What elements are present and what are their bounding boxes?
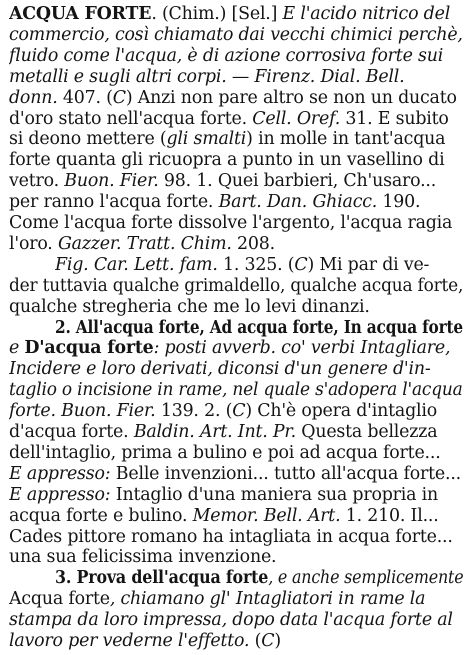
italic-text: taglio o incisione in rame, nel quale s'adopera l'acqua [9, 380, 463, 401]
entry-line [9, 275, 463, 297]
body-text: ) Anzi non pare altro se non un ducato [125, 87, 457, 108]
body-text: si deono mettere ( [9, 129, 167, 150]
body-text: 31. E subito [340, 108, 449, 129]
entry-line [9, 337, 463, 359]
headword-text: 3. Prova dell'acqua forte [55, 568, 269, 589]
italic-text: C [112, 87, 126, 108]
italic-text: commercio, così chiamato dai vecchi chimici perchè, [9, 24, 463, 45]
italic-text: metalli e sugli altri corpi. — Firenz. Dial. Bell. [9, 66, 405, 87]
italic-text: e [9, 338, 25, 359]
entry-line [9, 212, 463, 234]
entry-line [55, 254, 463, 276]
entry-line [55, 567, 463, 589]
entry-line [9, 149, 463, 171]
body-text: Cades pittore romano ha intagliata in acqua forte... [9, 526, 453, 547]
body-text: 190. [377, 192, 421, 213]
body-text: ) Mi par di ve- [307, 254, 430, 275]
body-text: d'acqua forte. [9, 422, 134, 442]
body-text: ( [249, 631, 262, 651]
body-text: 1. 210. Il... [340, 505, 439, 526]
body-text: l'oro. [9, 233, 58, 254]
italic-text: C [261, 631, 275, 651]
entry-line [55, 317, 463, 339]
body-text: ) in molle in tant'acqua [246, 129, 446, 150]
body-text: dell'intaglio, prima a bulino e poi ad acqua forte... [9, 442, 441, 463]
entry-line [9, 24, 463, 46]
entry-line [9, 66, 463, 88]
body-text: 407. ( [57, 87, 113, 108]
italic-text: donn. [9, 87, 58, 108]
entry-line [9, 45, 463, 67]
entry-line [9, 463, 463, 485]
italic-text: gli smalti [166, 129, 247, 150]
body-text: Acqua forte [9, 589, 110, 610]
headword-text: ACQUA FORTE [9, 4, 152, 24]
body-text: Intaglio d'una maniera sua propria in [110, 484, 438, 505]
body-text: una sua felicissima invenzione. [9, 547, 277, 568]
body-text: Come l'acqua forte dissolve l'argento, l'acqua ragia [9, 213, 453, 233]
body-text: 1. 325. ( [217, 254, 295, 275]
entry-line [9, 3, 463, 25]
entry-line [9, 379, 463, 401]
entry-line [9, 296, 463, 318]
italic-text: lavoro per vederne l'effetto. [9, 631, 250, 651]
headword-text: D'acqua forte [24, 338, 154, 359]
entry-line [9, 108, 463, 130]
italic-text: Buon. Fier. [64, 171, 159, 192]
italic-text: Baldin. Art. Int. Pr. [133, 422, 296, 442]
body-text: ) [274, 631, 281, 651]
italic-text: E appresso: [9, 484, 111, 505]
italic-text: Fig. Car. Lett. fam. [55, 254, 218, 275]
italic-text: : posti avverb. co' verbi Intagliare, [153, 338, 451, 359]
body-text: der tuttavia qualche grimaldello, qualche acqua forte, [9, 275, 463, 296]
body-text: . (Chim.) [Sel.] [151, 4, 283, 24]
entry-line [9, 400, 463, 422]
body-text: qualche stregheria che me lo levi dinanzi. [9, 296, 370, 317]
body-text: vetro. [9, 171, 65, 192]
body-text: 139. 2. ( [155, 401, 233, 422]
body-text: per ranno l'acqua forte. [9, 192, 219, 213]
italic-text: forte. Buon. Fier. [9, 401, 156, 422]
headword-text: 2. All'acqua forte, Ad acqua forte, In acqua forte [55, 317, 463, 338]
entry-line [9, 128, 463, 150]
italic-text: C [294, 254, 308, 275]
italic-text: stampa da loro impressa, dopo data l'acqua forte al [9, 610, 453, 631]
entry-line [9, 191, 463, 213]
italic-text: Cell. Oref. [252, 108, 341, 129]
body-text: Belle invenzioni... tutto all'acqua forte... [110, 463, 462, 484]
body-text: Questa bellezza [295, 422, 438, 442]
italic-text: , chiamano gl' Intagliatori in rame la [109, 589, 426, 610]
entry-line [9, 421, 463, 443]
entry-line [9, 87, 463, 109]
entry-line [9, 588, 463, 610]
italic-text: E appresso: [9, 463, 111, 484]
italic-text: C [232, 401, 246, 422]
italic-text: Bart. Dan. Ghiacc. [218, 192, 378, 213]
italic-text: Incidere e loro derivati, diconsi d'un genere d'in- [9, 359, 431, 380]
entry-line [9, 484, 463, 506]
entry-line [9, 233, 463, 255]
entry-line [9, 630, 463, 652]
body-text: ) Ch'è opera d'intaglio [245, 401, 437, 422]
entry-line [9, 442, 463, 464]
italic-text: fluido come l'acqua, è di azione corrosiva forte sui [9, 45, 444, 66]
entry-line [9, 526, 463, 548]
entry-line [9, 170, 463, 192]
body-text: acqua forte e bulino. [9, 505, 193, 526]
italic-text: , e anche semplicemente [268, 568, 463, 589]
italic-text: E l'acido nitrico del [282, 4, 451, 24]
entry-line [9, 358, 463, 380]
entry-line [9, 546, 463, 568]
body-text: 208. [231, 233, 275, 254]
body-text: 98. 1. Quei barbieri, Ch'usaro... [158, 171, 437, 192]
entry-line [9, 505, 463, 527]
italic-text: Gazzer. Tratt. Chim. [57, 233, 232, 254]
italic-text: Memor. Bell. Art. [192, 505, 341, 526]
body-text: d'oro stato nell'acqua forte. [9, 108, 253, 129]
body-text: forte quanta gli ricuopra a punto in un vasellino di [9, 150, 445, 171]
entry-line [9, 609, 463, 631]
